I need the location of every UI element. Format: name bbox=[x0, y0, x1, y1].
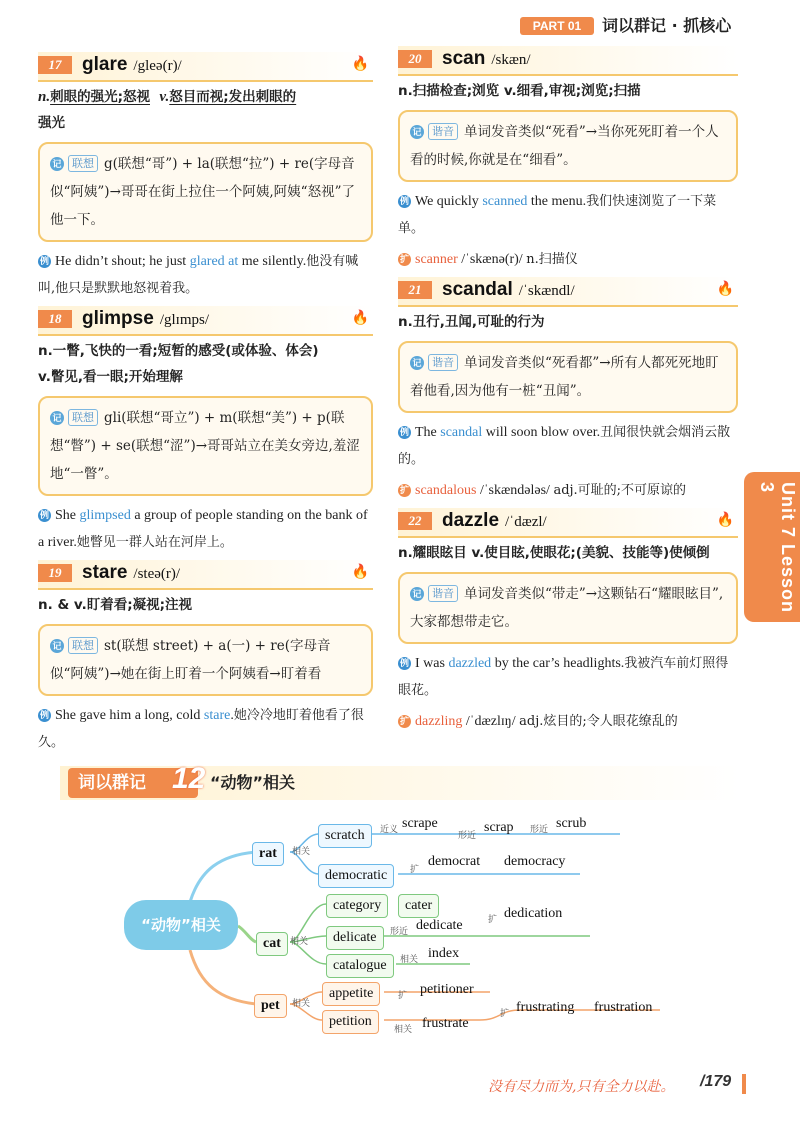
example-icon: 例 bbox=[39, 510, 49, 520]
rel-label: 近义 bbox=[380, 825, 399, 835]
left-column bbox=[38, 52, 373, 760]
definition: n.丑行,丑闻,可耻的行为 bbox=[398, 314, 545, 330]
section-badge: 词以群记 bbox=[68, 768, 198, 798]
word-header-glare bbox=[38, 52, 373, 82]
mind-map bbox=[0, 800, 800, 1060]
word-frustration: frustration bbox=[594, 1000, 653, 1015]
word-number: 22 bbox=[398, 512, 432, 530]
phonetic: /steə(r)/ bbox=[133, 566, 181, 582]
extension: 扩 scanner /ˈskænə(r)/ n.扫描仪 bbox=[399, 252, 578, 267]
word-scrub: scrub bbox=[556, 816, 587, 831]
header-title: 词以群记 · 抓核心 bbox=[602, 16, 732, 35]
definition: n.一瞥,飞快的一看;短暂的感受(或体验、体会) v.瞥见,看一眼;开始理解 bbox=[38, 343, 319, 385]
example: 例 He didn’t shout; he just glared at me silently.他没有喊叫,他只是默默地怒视着我。 bbox=[38, 254, 359, 296]
flame-icon: 🔥 bbox=[351, 310, 369, 326]
rel-label: 相关 bbox=[292, 999, 311, 1009]
extend-icon: 扩 bbox=[399, 485, 409, 495]
memo-tag: 联想 bbox=[68, 637, 98, 654]
flame-icon: 🔥 bbox=[351, 564, 369, 580]
definition: n.耀眼眩目 v.使目眩,使眼花;(美貌、技能等)使倾倒 bbox=[398, 545, 710, 561]
mind-map-root: “动物”相关 bbox=[124, 900, 238, 950]
word-number: 19 bbox=[38, 564, 72, 582]
page-marker bbox=[742, 1074, 746, 1094]
phonetic: /skæn/ bbox=[491, 52, 531, 68]
word-number: 20 bbox=[398, 50, 432, 68]
word-dedicate: dedicate bbox=[416, 918, 463, 933]
word-democracy: democracy bbox=[504, 854, 566, 869]
node-cater: cater bbox=[398, 894, 439, 918]
node-appetite: appetite bbox=[322, 982, 380, 1006]
node-petition: petition bbox=[322, 1010, 379, 1034]
headword: glimpse bbox=[82, 308, 154, 329]
word-header-glimpse bbox=[38, 306, 373, 336]
definition: n.扫描检查;浏览 v.细看,审视;浏览;扫描 bbox=[398, 83, 641, 99]
extension: 扩 dazzling /ˈdæzlɪŋ/ adj.炫目的;令人眼花缭乱的 bbox=[399, 714, 678, 729]
headword: scandal bbox=[442, 279, 513, 300]
memory-icon: 记 bbox=[50, 411, 64, 425]
example: 例 I was dazzled by the car’s headlights.我被汽车前灯照得眼花。 bbox=[398, 656, 729, 698]
page-number: /179 bbox=[700, 1073, 732, 1090]
example-icon: 例 bbox=[39, 256, 49, 266]
rel-label: 扩 bbox=[398, 991, 408, 1001]
word-number: 18 bbox=[38, 310, 72, 328]
memo-text: g(联想“哥”) + la(联想“拉”) + re(字母音似“阿姨”)→哥哥在街上拉住一个阿姨,阿姨“怒视”了他一下。 bbox=[50, 156, 355, 228]
rel-label: 形近 bbox=[458, 831, 477, 841]
word-header-scan bbox=[398, 46, 738, 76]
memo-tag: 联想 bbox=[68, 409, 98, 426]
headword: glare bbox=[82, 54, 128, 75]
definition: n.刺眼的强光;怒视 v.怒目而视;发出刺眼的 强光 bbox=[38, 89, 297, 131]
node-rat: rat bbox=[252, 842, 284, 866]
example: 例 We quickly scanned the menu.我们快速浏览了一下菜单。 bbox=[398, 194, 717, 236]
flame-icon: 🔥 bbox=[716, 281, 734, 297]
phonetic: /ˈskændl/ bbox=[518, 283, 575, 299]
section-header bbox=[60, 762, 740, 800]
word-frustrate: frustrate bbox=[422, 1016, 469, 1031]
extend-icon: 扩 bbox=[399, 716, 409, 726]
rel-label: 形近 bbox=[390, 927, 409, 937]
headword: dazzle bbox=[442, 510, 500, 531]
node-catalogue: catalogue bbox=[326, 954, 394, 978]
memory-icon: 记 bbox=[410, 125, 424, 139]
definition: n. & v.盯着看;凝视;注视 bbox=[38, 597, 193, 613]
rel-label: 相关 bbox=[400, 955, 419, 965]
example-icon: 例 bbox=[39, 710, 49, 720]
word-democrat: democrat bbox=[428, 854, 481, 869]
flame-icon: 🔥 bbox=[716, 512, 734, 528]
rel-label: 相关 bbox=[394, 1025, 413, 1035]
node-category: category bbox=[326, 894, 388, 918]
extension: 扩 scandalous /ˈskændələs/ adj.可耻的;不可原谅的 bbox=[399, 483, 687, 498]
section-title: “动物”相关 bbox=[210, 773, 296, 792]
part-badge: PART 01 bbox=[520, 17, 594, 35]
word-index: index bbox=[428, 946, 460, 961]
headword: scan bbox=[442, 48, 486, 69]
memory-icon: 记 bbox=[50, 157, 64, 171]
word-header-scandal bbox=[398, 277, 738, 307]
memory-box: 记 谐音 单词发音类似“带走”→这颗钻石“耀眼眩目”,大家都想带走它。 bbox=[398, 572, 738, 644]
section-number: 12 bbox=[172, 762, 206, 795]
example: 例 She glimpsed a group of people standing on the bank of a river.她瞥见一群人站在河岸上。 bbox=[38, 508, 368, 550]
node-cat: cat bbox=[256, 932, 288, 956]
word-scrap: scrap bbox=[484, 820, 514, 835]
memory-box: 记 联想 st(联想 street) + a(一) + re(字母音似“阿姨”)→她在街上盯着一个阿姨看→盯着看 bbox=[38, 624, 373, 696]
unit-side-tab bbox=[744, 472, 800, 622]
memory-box: 记 谐音 单词发音类似“死看”→当你死死盯着一个人看的时候,你就是在“细看”。 bbox=[398, 110, 738, 182]
word-dedication: dedication bbox=[504, 906, 563, 921]
rel-label: 扩 bbox=[500, 1009, 510, 1019]
word-number: 17 bbox=[38, 56, 72, 74]
word-number: 21 bbox=[398, 281, 432, 299]
example-icon: 例 bbox=[399, 658, 409, 668]
example: 例 She gave him a long, cold stare.她冷冷地盯着他看了很久。 bbox=[38, 708, 364, 750]
rel-label: 相关 bbox=[292, 847, 311, 857]
memo-tag: 联想 bbox=[68, 155, 98, 172]
memo-tag: 谐音 bbox=[428, 123, 458, 140]
memo-tag: 谐音 bbox=[428, 354, 458, 371]
node-scratch: scratch bbox=[318, 824, 372, 848]
memory-box bbox=[38, 142, 373, 242]
rel-label: 形近 bbox=[530, 825, 549, 835]
memo-tag: 谐音 bbox=[428, 585, 458, 602]
memory-icon: 记 bbox=[50, 639, 64, 653]
flame-icon: 🔥 bbox=[351, 56, 369, 72]
unit-lesson-label: Unit 7 Lesson 3 bbox=[757, 482, 798, 614]
word-frustrating: frustrating bbox=[516, 1000, 575, 1015]
rel-label: 相关 bbox=[290, 937, 309, 947]
example-icon: 例 bbox=[399, 427, 409, 437]
word-scrape: scrape bbox=[402, 816, 438, 831]
node-pet: pet bbox=[254, 994, 287, 1018]
node-democratic: democratic bbox=[318, 864, 394, 888]
word-header-dazzle bbox=[398, 508, 738, 538]
memory-icon: 记 bbox=[410, 587, 424, 601]
word-header-stare bbox=[38, 560, 373, 590]
footer-motto: 没有尽力而为,只有全力以赴。 bbox=[488, 1079, 675, 1095]
right-column bbox=[398, 46, 738, 739]
word-petitioner: petitioner bbox=[420, 982, 474, 997]
example-icon: 例 bbox=[399, 196, 409, 206]
phonetic: /glɪmps/ bbox=[159, 312, 209, 328]
memory-box: 记 谐音 单词发音类似“死看都”→所有人都死死地盯着他看,因为他有一桩“丑闻”。 bbox=[398, 341, 738, 413]
phonetic: /gleə(r)/ bbox=[133, 58, 182, 74]
header-bar bbox=[520, 14, 800, 38]
headword: stare bbox=[82, 562, 128, 583]
extend-icon: 扩 bbox=[399, 254, 409, 264]
rel-label: 扩 bbox=[488, 915, 498, 925]
node-delicate: delicate bbox=[326, 926, 384, 950]
phonetic: /ˈdæzl/ bbox=[505, 514, 547, 530]
memory-icon: 记 bbox=[410, 356, 424, 370]
example: 例 The scandal will soon blow over.丑闻很快就会烟消云散的。 bbox=[398, 425, 731, 467]
memory-box: 记 联想 gli(联想“哥立”) + m(联想“美”) + p(联想“瞥”) + se(联想“涩”)→哥哥站立在美女旁边,羞涩地“一瞥”。 bbox=[38, 396, 373, 496]
rel-label: 扩 bbox=[410, 865, 420, 875]
